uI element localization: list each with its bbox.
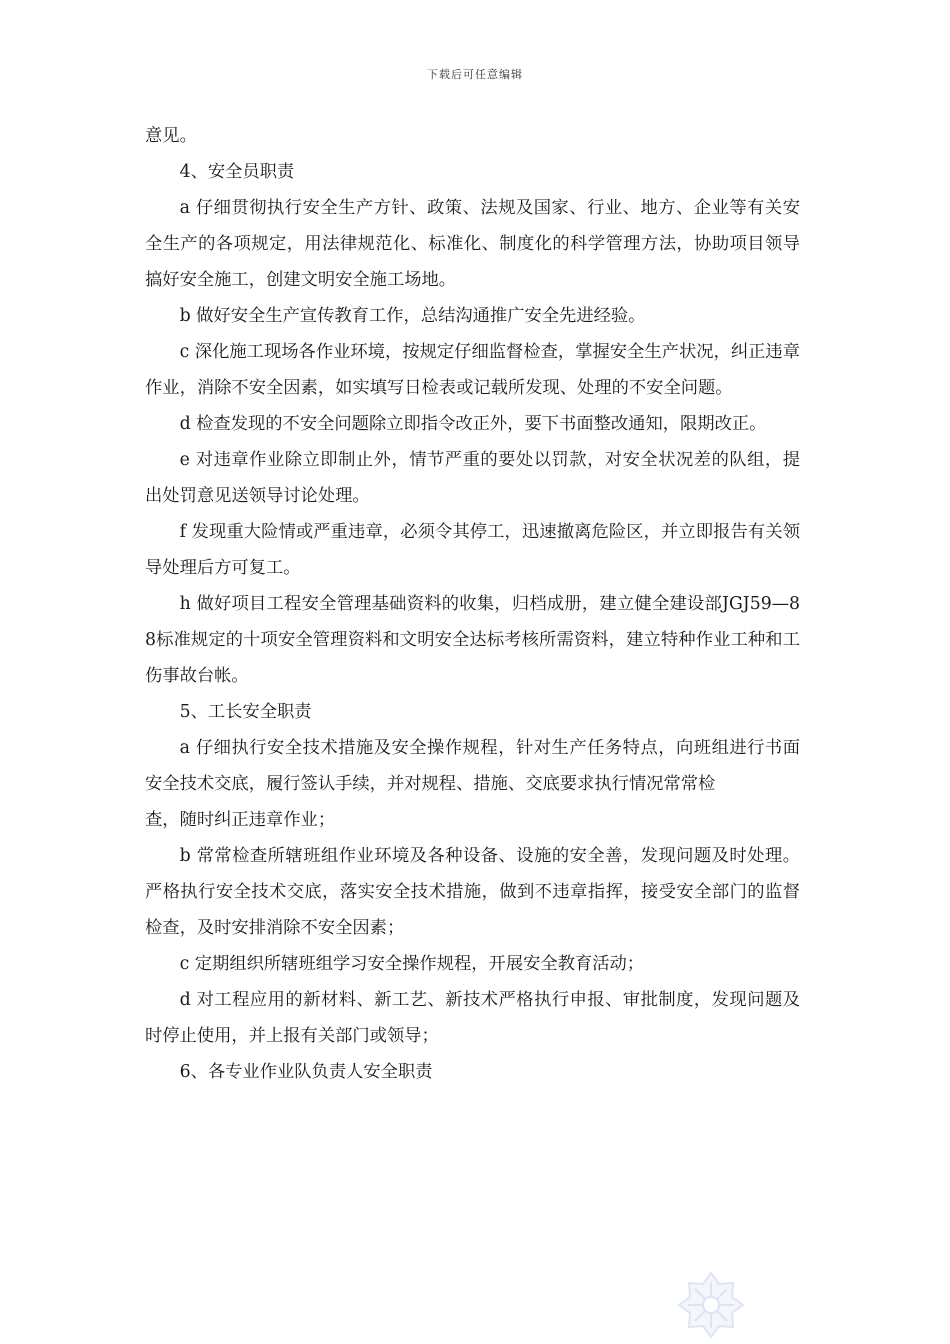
paragraph: a 仔细贯彻执行安全生产方针、政策、法规及国家、行业、地方、企业等有关安全生产的各项规定，用法律规范化、标准化、制度化的科学管理方法，协助项目领导搞好安全施工，创建文明安全施工场地。 bbox=[145, 198, 800, 290]
section-heading: 4、安全员职责 bbox=[179, 162, 295, 182]
paragraph: c 定期组织所辖班组学习安全操作规程，开展安全教育活动； bbox=[179, 954, 645, 974]
paragraph: e 对违章作业除立即制止外，情节严重的要处以罚款，对安全状况差的队组，提出处罚意见送领导讨论处理。 bbox=[145, 450, 800, 506]
page-header: 下载后可任意编辑 bbox=[427, 68, 523, 81]
document-body bbox=[145, 118, 800, 1090]
paragraph: d 对工程应用的新材料、新工艺、新技术严格执行申报、审批制度，发现问题及时停止使用，并上报有关部门或领导； bbox=[145, 990, 800, 1046]
paragraph: f 发现重大险情或严重违章，必须令其停工，迅速撤离危险区，并立即报告有关领导处理后方可复工。 bbox=[145, 522, 800, 578]
paragraph: b 做好安全生产宣传教育工作，总结沟通推广安全先进经验。 bbox=[179, 306, 646, 326]
paragraph: c 深化施工现场各作业环境，按规定仔细监督检查，掌握安全生产状况，纠正违章作业，消除不安全因素，如实填写日检表或记载所发现、处理的不安全问题。 bbox=[145, 342, 800, 398]
snowflake-icon bbox=[676, 1270, 746, 1340]
section-heading: 6、各专业作业队负责人安全职责 bbox=[179, 1062, 433, 1082]
paragraph: b 常常检查所辖班组作业环境及各种设备、设施的安全善，发现问题及时处理。严格执行安全技术交底，落实安全技术措施，做到不违章指挥，接受安全部门的监督检查，及时安排消除不安全因素； bbox=[145, 846, 800, 938]
snowflake-watermark-icon bbox=[676, 1270, 746, 1340]
paragraph: 意见。 bbox=[145, 126, 197, 146]
paragraph: h 做好项目工程安全管理基础资料的收集，归档成册，建立健全建设部JGJ59—88标准规定的十项安全管理资料和文明安全达标考核所需资料，建立特种作业工种和工伤事故台帐。 bbox=[145, 594, 800, 686]
paragraph: d 检查发现的不安全问题除立即指令改正外，要下书面整改通知，限期改正。 bbox=[179, 414, 767, 434]
paragraph: a 仔细执行安全技术措施及安全操作规程，针对生产任务特点，向班组进行书面安全技术交底，履行签认手续，并对规程、措施、交底要求执行情况常常检 bbox=[145, 738, 800, 794]
section-heading: 5、工长安全职责 bbox=[179, 702, 312, 722]
paragraph: 查，随时纠正违章作业； bbox=[145, 810, 336, 830]
